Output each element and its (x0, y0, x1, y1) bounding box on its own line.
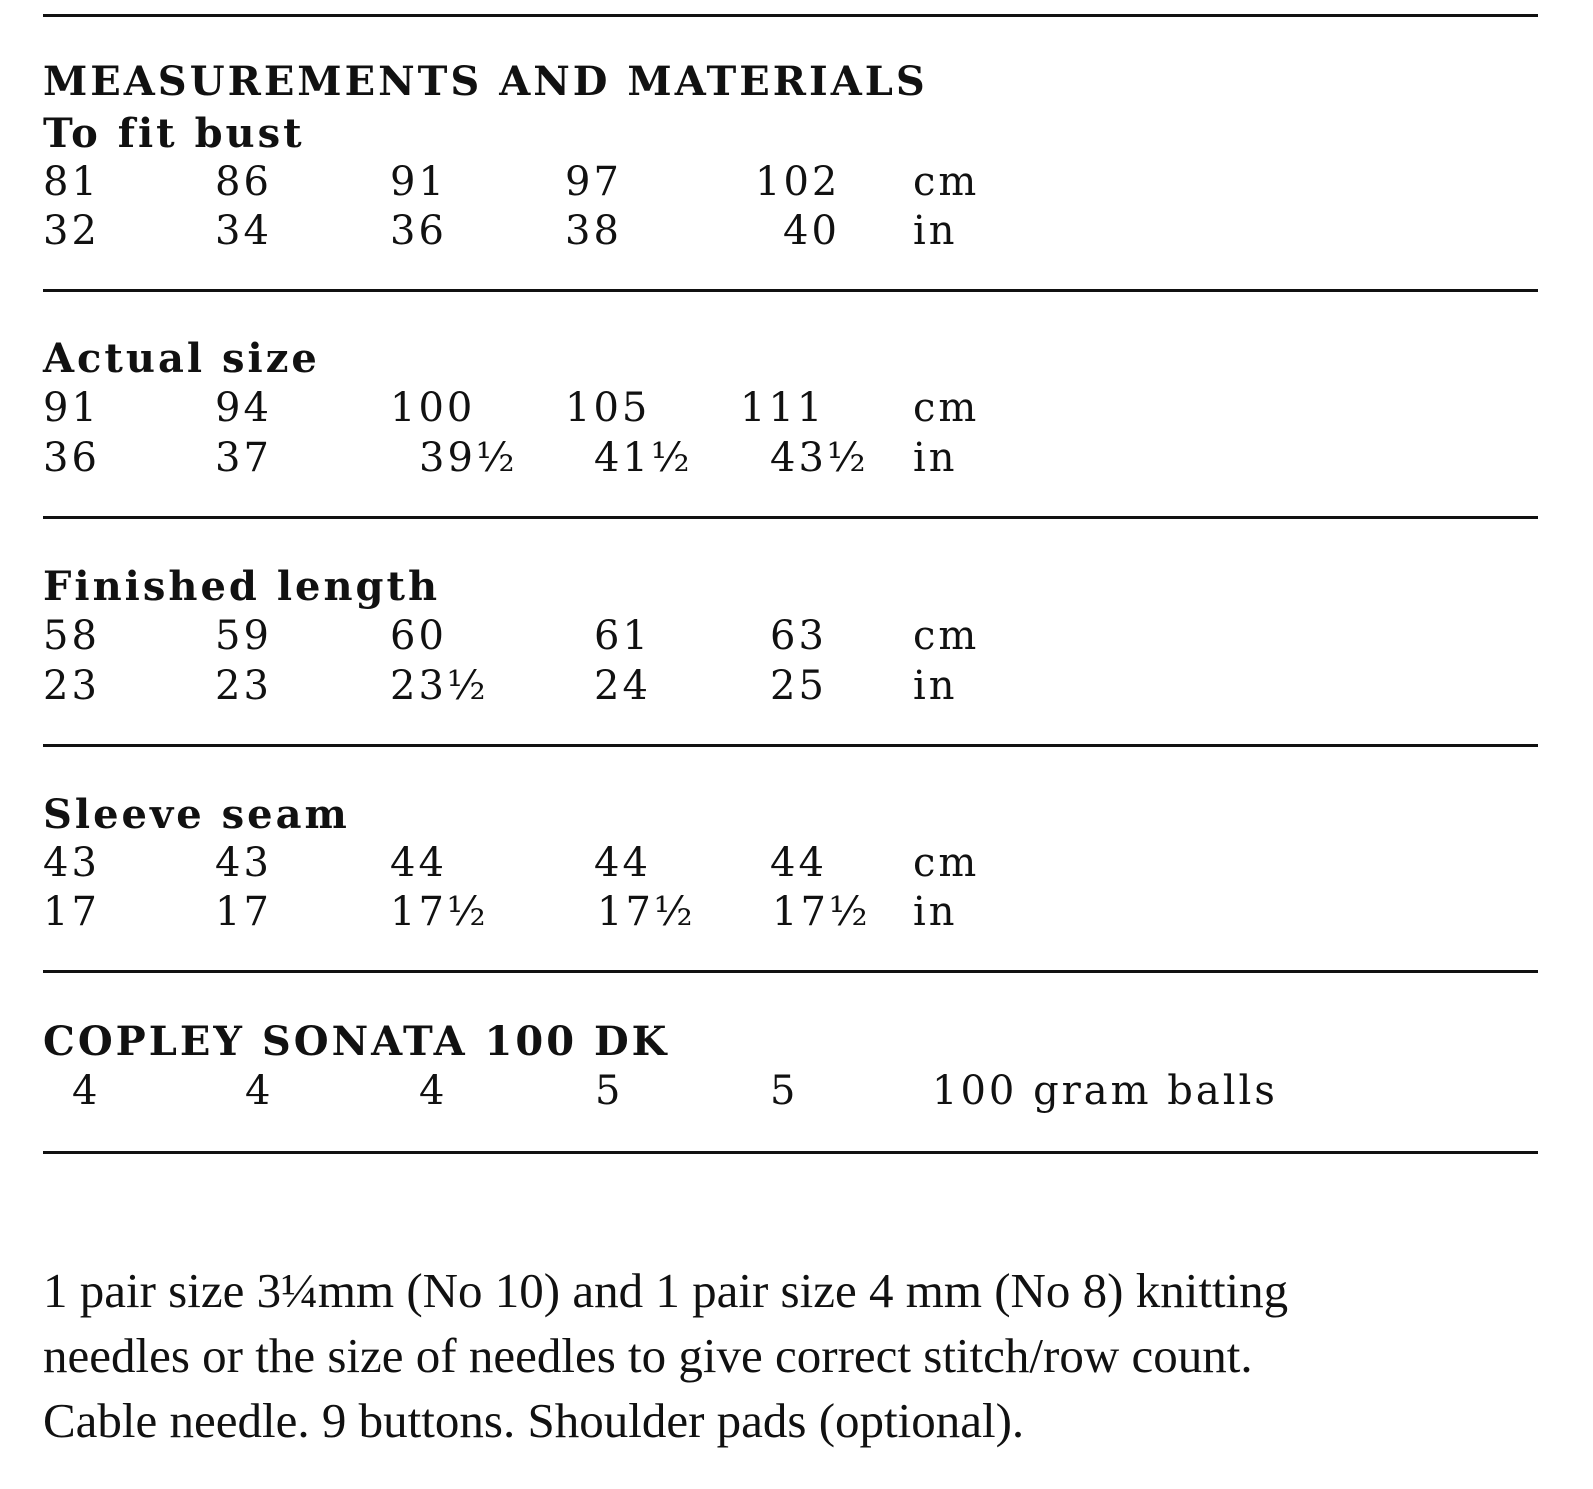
rule (43, 970, 1538, 973)
cell: 23 (215, 663, 272, 709)
yarn-row (0, 1068, 1593, 1115)
section-title-bust: To fit bust (43, 110, 305, 157)
sleeve-cm-row (0, 840, 1593, 887)
cell: 61 (594, 613, 651, 659)
cell: 41½ (594, 435, 693, 481)
cell: 24 (594, 663, 651, 709)
rule (43, 744, 1538, 747)
cell: 43 (215, 840, 272, 886)
cell: 111 (740, 385, 826, 431)
page-heading: MEASUREMENTS AND MATERIALS (43, 58, 928, 105)
unit-cell: 100 gram balls (932, 1068, 1278, 1114)
cell: 105 (565, 385, 651, 431)
cell: 4 (245, 1068, 274, 1114)
unit-cell: cm (913, 840, 980, 886)
cell: 43½ (770, 435, 869, 481)
cell: 17½ (772, 889, 871, 935)
cell: 25 (770, 663, 827, 709)
cell: 36 (43, 435, 100, 481)
bust-cm-row (0, 159, 1593, 206)
actual-cm-row (0, 385, 1593, 432)
cell: 38 (565, 208, 622, 254)
cell: 91 (390, 159, 447, 205)
length-cm-row (0, 613, 1593, 660)
unit-cell: in (913, 435, 958, 481)
section-title-actual: Actual size (43, 335, 320, 382)
cell: 102 (755, 159, 841, 205)
cell: 86 (215, 159, 272, 205)
section-title-length: Finished length (43, 563, 441, 610)
cell: 81 (43, 159, 100, 205)
actual-in-row (0, 435, 1593, 482)
cell: 97 (565, 159, 622, 205)
cell: 5 (595, 1068, 624, 1114)
unit-cell: cm (913, 159, 980, 205)
cell: 60 (390, 613, 447, 659)
unit-cell: cm (913, 385, 980, 431)
unit-cell: in (913, 208, 958, 254)
cell: 37 (215, 435, 272, 481)
unit-cell: cm (913, 613, 980, 659)
notes-line: needles or the size of needles to give correct stitch/row count. (43, 1328, 1253, 1383)
cell: 36 (390, 208, 447, 254)
cell: 43 (43, 840, 100, 886)
cell: 17 (215, 889, 272, 935)
materials-notes (43, 1258, 1543, 1453)
notes-line: 1 pair size 3¼mm (No 10) and 1 pair size 4 mm (No 8) knitting (43, 1263, 1289, 1318)
cell: 5 (770, 1068, 799, 1114)
yarn-title: COPLEY SONATA 100 DK (43, 1018, 670, 1065)
unit-cell: in (913, 663, 958, 709)
cell: 32 (43, 208, 100, 254)
cell: 58 (43, 613, 100, 659)
rule (43, 289, 1538, 292)
rule-top (43, 14, 1538, 17)
cell: 4 (72, 1068, 101, 1114)
cell: 17 (43, 889, 100, 935)
bust-in-row (0, 208, 1593, 255)
cell: 44 (594, 840, 651, 886)
cell: 100 (390, 385, 476, 431)
rule-bottom (43, 1151, 1538, 1154)
cell: 40 (783, 208, 840, 254)
cell: 34 (215, 208, 272, 254)
cell: 91 (43, 385, 100, 431)
unit-cell: in (913, 889, 958, 935)
cell: 59 (215, 613, 272, 659)
cell: 23 (43, 663, 100, 709)
cell: 94 (215, 385, 272, 431)
cell: 44 (770, 840, 827, 886)
cell: 23½ (390, 663, 489, 709)
cell: 17½ (597, 889, 696, 935)
cell: 4 (419, 1068, 448, 1114)
sleeve-in-row (0, 889, 1593, 936)
cell: 39½ (419, 435, 518, 481)
notes-line: Cable needle. 9 buttons. Shoulder pads (optional). (43, 1393, 1025, 1448)
section-title-sleeve: Sleeve seam (43, 791, 350, 838)
cell: 63 (770, 613, 827, 659)
rule (43, 516, 1538, 519)
cell: 44 (390, 840, 447, 886)
length-in-row (0, 663, 1593, 710)
cell: 17½ (390, 889, 489, 935)
